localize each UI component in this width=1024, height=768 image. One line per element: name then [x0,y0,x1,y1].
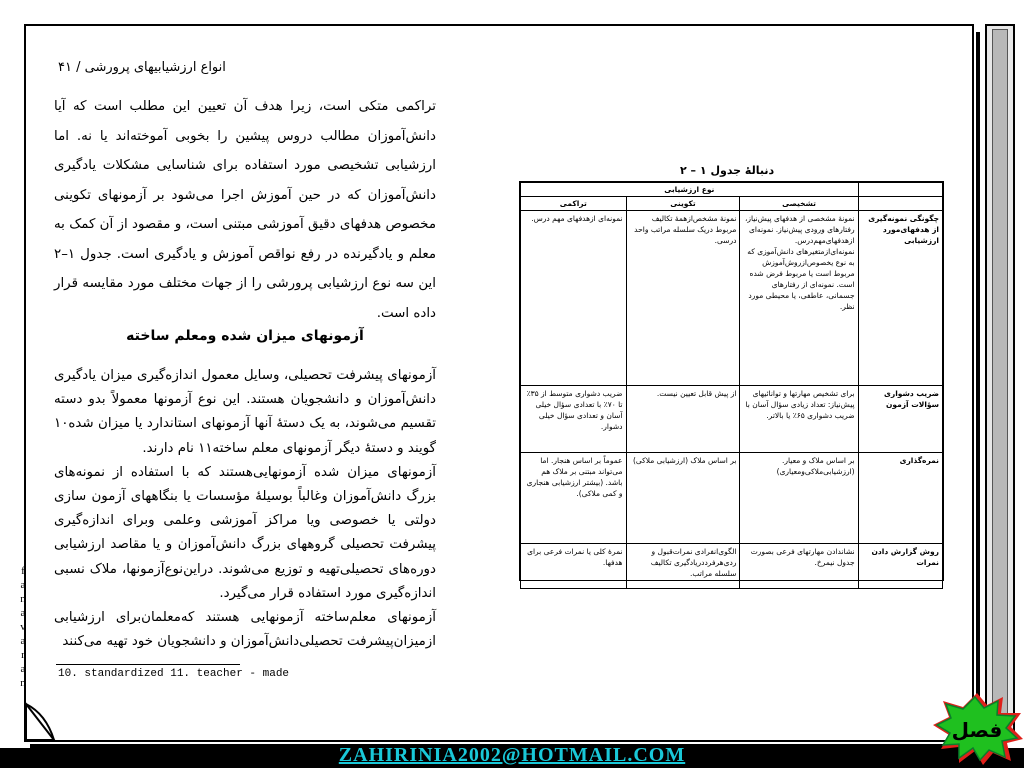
table-cell: نمونهٔ مشخصی از هدفهای پیش‌نیاز، رفتارهای ورودی پیش‌نیاز. نمونه‌ای ازهدفهای‌مهم‌درس. نمونه‌ای‌ازمتغیرهای دانش‌آموزی که به نوع یخصوص‌ازروش‌آموزش مربوط است یا مربوط فرض شده است. نمونه‌ای از رفتارهای جسمانی، عاطفی، یا محیطی مورد نظر. [740,211,858,386]
vertical-letter: a [20,579,26,591]
table-title: دنبالهٔ جدول ۱ – ۲ [680,164,775,177]
comparison-table [519,181,944,581]
vertical-watermark-text [19,564,27,690]
badge-label: فصل [951,718,1003,742]
table-corner-cell-2 [858,197,942,211]
table-cell: عموماً بر اساس هنجار. اما می‌تواند مبتنی بر ملاک هم باشد. (بیشتر ارزشیابی هنجاری و کمی ملاکی). [521,453,627,544]
table-cell: از پیش قابل تعیین نیست. [626,386,740,453]
table-cell: نمونهٔ مشخص‌ازهمهٔ تکالیف مربوط دریک سلسله مراتب واحد درسی. [626,211,740,386]
right-scroll-bar[interactable] [985,24,1015,740]
table-row [521,544,943,589]
col-header-diagnostic: تشخیصی [740,197,858,211]
table-cell: نمونه‌ای ازهدفهای مهم درس. [521,211,627,386]
table-group-header: نوع ارزشیابی [521,183,859,197]
page-curl-icon [24,698,68,742]
paragraph-2b: آزمونهای میزان شده آزمونهایی‌هستند که با استفاده از نمونه‌های بزرگ دانش‌آموزان وغالباً بوسیلهٔ مؤسسات یا بنگاههای آزمون سازی دولتی یا خصوصی ویا مراکز آموزشی وعلمی وبرای اندازه‌گیری پیشرفت تحصیلی گروههای بزرگ دانش‌آموزان و یا مقاصد ارزشیابی دوره‌های تحصیلی‌تهیه و توزیع می‌شوند. دراین‌نوع‌آزمونها، ملاک نسبی اندازه‌گیری مورد استفاده قرار می‌گیرد. [54,464,436,601]
paragraph-2 [54,364,436,654]
row-label: روش گزارش دادن نمرات [858,544,942,589]
email-link[interactable]: ZAHIRINIA2002@HOTMAIL.COM [338,744,686,766]
chapter-badge-button[interactable] [931,693,1023,765]
table-row [521,386,943,453]
vertical-letter: a [20,607,26,619]
paragraph-2a: آزمونهای پیشرفت تحصیلی، وسایل معمول اندازه‌گیری میزان یادگیری دانش‌آموزان و دانشجویان هستند. این نوع آزمونها معمولاً بدو دسته تقسیم می‌شوند، به یک دستهٔ آنها آزمونهای استاندارد یا میزان شده۱۰ گویند و دستهٔ دیگر آزمونهای معلم ساخته۱۱ نام دارند. [54,368,436,456]
table-cell: ضریب دشواری متوسط از ۳۵٪ تا ۷۰٪ با تعدادی سؤال خیلی آسان و تعدادی سؤال خیلی دشوار. [521,386,627,453]
footnote: 10. standardized 11. teacher - made [58,668,290,680]
row-label: نمره‌گذاری [858,453,942,544]
section-heading: آزمونهای میزان شده ومعلم ساخته [126,328,364,344]
vertical-letter: n [20,593,26,605]
vertical-letter: r [21,649,25,661]
table-cell: بر اساس ملاک (ارزشیابی ملاکی) [626,453,740,544]
col-header-formative: تکوینی [626,197,740,211]
table-cell: نشاندادن مهارتهای فرعی بصورت جدول نیمرخ. [740,544,858,589]
paragraph-2c: آزمونهای معلم‌ساخته آزمونهایی هستند که‌معلمان‌برای ارزشیابی ازمیزان‌پیشرفت تحصیلی‌دانش‌آموزان و دانشجویان خود تهیه می‌کنند [54,610,436,650]
table-cell: برای تشخیص مهارتها و توانائیهای پیش‌نیاز: تعداد زیادی سؤال آسان با ضریب دشواری ۶۵٪ یا بالاتر. [740,386,858,453]
row-label: ضریب دشواری سؤالات آزمون [858,386,942,453]
vertical-letter: a [20,663,26,675]
footnote-rule [56,664,240,665]
row-label: چگونگی نمونه‌گیری از هدفهای‌مورد ارزشیابی [858,211,942,386]
vertical-letter: n [20,677,26,689]
col-header-summative: تراکمی [521,197,627,211]
table-cell: بر اساس ملاک و معیار. (ارزشیابی‌ملاکی‌ومعیاری) [740,453,858,544]
page-header: انواع ارزشیابیهای پرورشی / ۴۱ [58,60,226,75]
table-corner-cell [858,183,942,197]
table-row [521,211,943,386]
vertical-letter: f [21,565,25,577]
vertical-letter: v [20,621,26,633]
right-bar-inner [992,29,1008,735]
vertical-letter: a [20,635,26,647]
paragraph-1: تراکمی متکی است، زیرا هدف آن تعیین این مطلب است که آیا دانش‌آموزان مطالب دروس پیشین را بخوبی آموخته‌اند یا نه. اما ارزشیابی تشخیصی مورد استفاده برای شناسایی مشکلات یادگیری دانش‌آموزان که در حین آموزش اجرا می‌شود بر آزمونهای تکوینی مخصوص هدفهای دقیق آموزشی مبتنی است، و مقصود از آن کمک به معلم و یادگیرنده در رفع نواقص آموزش و یادگیری است. جدول ۱–۲ این سه نوع ارزشیابی پرورشی را از جهات مختلف مورد مقایسه قرار داده است. [54,99,436,321]
table-row [521,453,943,544]
table-cell: نمرهٔ کلی یا نمرات فرعی برای هدفها. [521,544,627,589]
table-cell: الگوی‌انفرادی نمرات‌قبول و ردی‌هر‌فرد‌در‌یادگیری تکالیف سلسله مراتب. [626,544,740,589]
